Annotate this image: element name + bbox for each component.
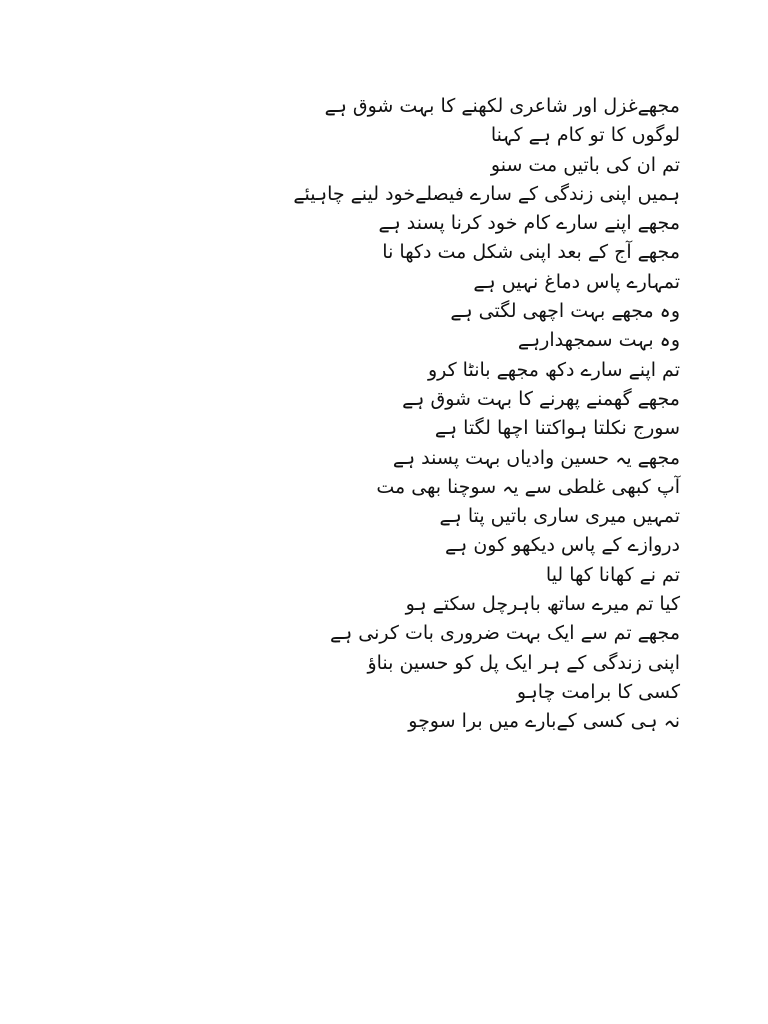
text-line-6: مجھے آج کے بعد اپنی شکل مت دکھا نا bbox=[382, 241, 680, 264]
text-line-11: مجھے گھمنے پھرنے کا بہت شوق ہے bbox=[402, 387, 680, 410]
text-line-12: سورج نکلتا ہواکتنا اچھا لگتا ہے bbox=[434, 417, 680, 440]
text-line-7: تمہارے پاس دماغ نہیں ہے bbox=[473, 270, 680, 293]
urdu-text-block bbox=[180, 92, 680, 737]
text-line-20: اپنی زندگی کے ہر ایک پل کو حسین بناؤ bbox=[367, 651, 680, 674]
text-line-9: وہ بہت سمجھدارہے bbox=[517, 329, 680, 352]
text-line-1: مجھےغزل اور شاعری لکھنے کا بہت شوق ہے bbox=[324, 95, 680, 117]
text-line-14: آپ کبھی غلطی سے یہ سوچنا بھی مت bbox=[376, 475, 680, 498]
text-line-5: مجھے اپنے سارے کام خود کرنا پسند ہے bbox=[378, 212, 680, 235]
text-line-13: مجھے یہ حسین وادیاں بہت پسند ہے bbox=[392, 446, 680, 469]
text-line-16: دروازے کے پاس دیکھو کون ہے bbox=[445, 534, 680, 557]
text-line-17: تم نے کھانا کھا لیا bbox=[545, 563, 680, 586]
text-line-19: مجھے تم سے ایک بہت ضروری بات کرنی ہے bbox=[329, 622, 680, 645]
text-line-3: تم ان کی باتیں مت سنو bbox=[490, 153, 680, 176]
text-line-21: کسی کا برامت چاہو bbox=[516, 680, 680, 703]
text-line-8: وہ مجھے بہت اچھی لگتی ہے bbox=[450, 300, 680, 323]
text-line-4: ہمیں اپنی زندگی کے سارے فیصلےخود لینے چاہیئے bbox=[293, 182, 680, 205]
text-line-2: لوگوں کا تو کام ہے کہنا bbox=[490, 124, 680, 147]
text-line-22: نہ ہی کسی کےبارے میں برا سوچو bbox=[408, 710, 680, 733]
text-line-10: تم اپنے سارے دکھ مجھے بانٹا کرو bbox=[427, 358, 680, 381]
text-line-15: تمہیں میری ساری باتیں پتا ہے bbox=[439, 505, 680, 528]
text-line-18: کیا تم میرے ساتھ باہرچل سکتے ہو bbox=[405, 593, 680, 616]
